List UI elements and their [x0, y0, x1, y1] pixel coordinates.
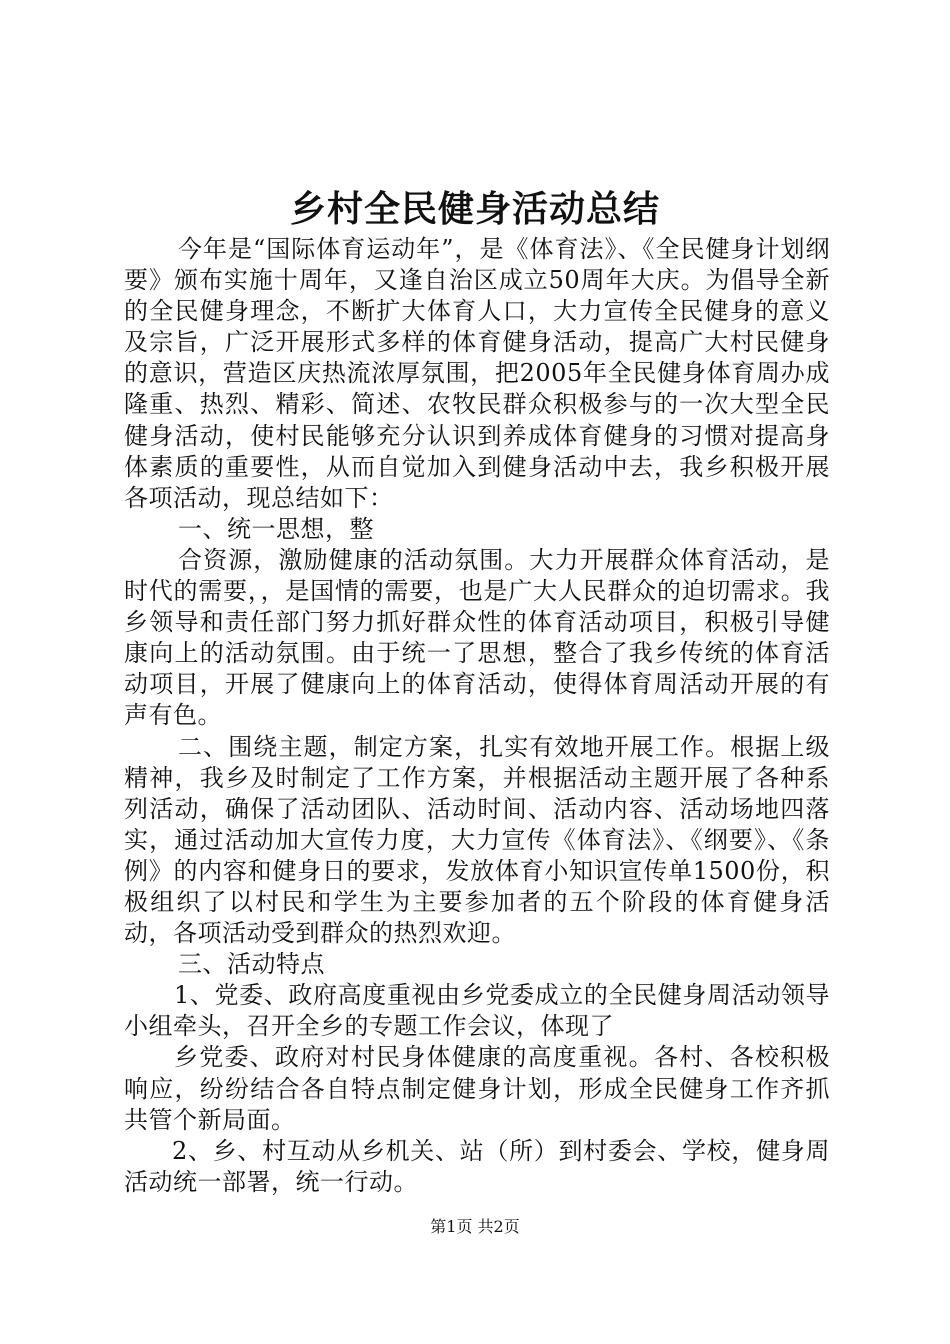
paragraph-list-item-1-continued: 乡党委、政府对村民身体健康的高度重视。各村、各校积极响应，纷纷结合各自特点制定健身计划，形成全民健身工作齐抓共管个新局面。 [124, 1043, 830, 1134]
paragraph-section-2: 二、围绕主题，制定方案，扎实有效地开展工作。根据上级精神，我乡及时制定了工作方案，并根据活动主题开展了各种系列活动，确保了活动团队、活动时间、活动内容、活动场地四落实，通过活动加大宣传力度，大力宣传《体育法》、《纲要》、《条例》的内容和健身日的要求，发放体育小知识宣传单1500份，积极组织了以村民和学生为主要参加者的五个阶段的体育健身活动，各项活动受到群众的热烈欢迎。 [124, 732, 830, 948]
paragraph-intro: 今年是“国际体育运动年”，是《体育法》、《全民健身计划纲要》颁布实施十周年，又逢自治区成立50周年大庆。为倡导全新的全民健身理念，不断扩大体育人口，大力宣传全民健身的意义及宗旨，广泛开展形式多样的体育健身活动，提高广大村民健身的意识，营造区庆热流浓厚氛围，把2005年全民健身体育周办成隆重、热烈、精彩、简述、农牧民群众积极参与的一次大型全民健身活动，使村民能够充分认识到养成体育健身的习惯对提高身体素质的重要性，从而自觉加入到健身活动中去，我乡积极开展各项活动，现总结如下： [124, 235, 830, 512]
section-heading-3: 三、活动特点 [178, 950, 325, 979]
paragraph-section-1: 合资源，激励健康的活动氛围。大力开展群众体育活动，是时代的需要，，是国情的需要，也是广大人民群众的迫切需求。我乡领导和责任部门努力抓好群众性的体育活动项目，积极引导健康向上的活动氛围。由于统一了思想，整合了我乡传统的体育活动项目，开展了健康向上的体育活动，使得体育周活动开展的有声有色。 [124, 545, 830, 730]
list-item-1: 1、党委、政府高度重视由乡党委成立的全民健身周活动领导小组牵头，召开全乡的专题工作会议，体现了 [124, 981, 830, 1041]
document-title: 乡村全民健身活动总结 [289, 189, 660, 230]
section-heading-1: 一、统一思想，整 [178, 514, 374, 543]
document-body [124, 234, 830, 1198]
page-number-footer: 第1页 共2页 [430, 1217, 520, 1236]
list-item-2: 2、乡、村互动从乡机关、站（所）到村委会、学校，健身周活动统一部署，统一行动。 [124, 1136, 830, 1196]
